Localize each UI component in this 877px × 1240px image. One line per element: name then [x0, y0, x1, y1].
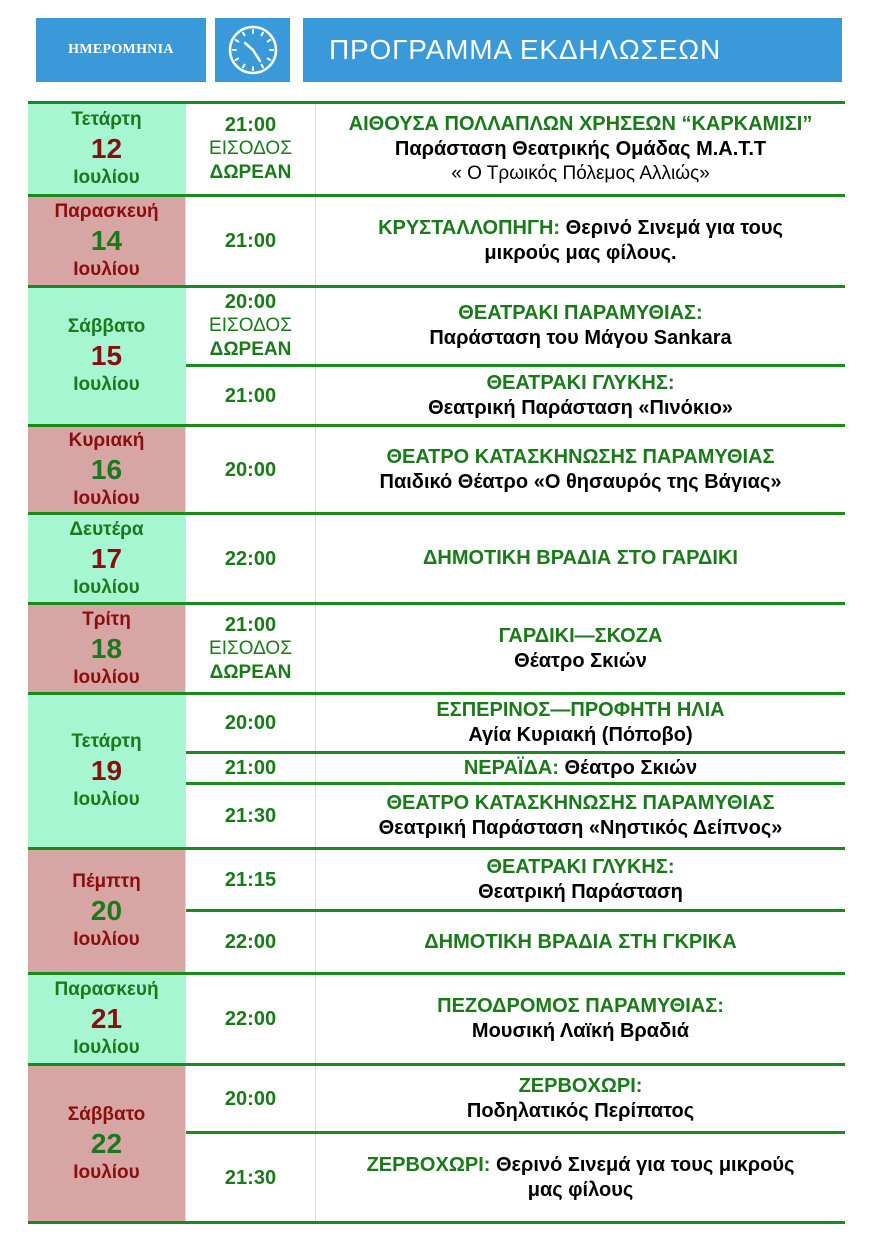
free-entry-line1: ΕΙΣΟΔΟΣ — [209, 637, 292, 659]
day-number: 12 — [90, 133, 123, 164]
event-row — [186, 782, 845, 847]
day-group — [28, 101, 845, 194]
event-cell — [316, 975, 845, 1063]
time-cell — [186, 912, 316, 972]
event-description: μικρούς μας φίλους. — [484, 242, 677, 264]
event-cell — [316, 104, 845, 194]
date-header-label: ΗΜΕΡΟΜΗΝΙΑ — [68, 42, 174, 57]
event-venue: ΔΗΜΟΤΙΚΗ ΒΡΑΔΙΑ ΣΤΗ ΓΚΡΙΚΑ — [424, 930, 737, 953]
event-time: 20:00 — [224, 1087, 277, 1110]
event-cell — [316, 1134, 845, 1221]
event-cell — [316, 515, 845, 602]
event-cell — [316, 288, 845, 364]
date-cell — [28, 104, 186, 194]
event-row — [186, 427, 845, 512]
event-inline-description: Θερινό Σινεμά για τους μικρούς — [495, 1153, 795, 1176]
day-name: Παρασκευή — [54, 201, 159, 222]
day-month: Ιουλίου — [73, 374, 140, 395]
event-inline-line — [378, 216, 783, 241]
day-group — [28, 602, 845, 692]
day-number: 20 — [90, 895, 123, 926]
time-cell — [186, 754, 316, 782]
event-venue: ΓΑΡΔΙΚΙ—ΣΚΟΖΑ — [498, 624, 663, 647]
event-venue: ΠΕΖΟΔΡΟΜΟΣ ΠΑΡΑΜΥΘΙΑΣ: — [437, 995, 724, 1017]
date-cell — [28, 515, 186, 602]
event-subtitle: « Ο Τρωικός Πόλεμος Αλλιώς» — [451, 163, 710, 184]
time-cell — [186, 850, 316, 909]
day-number: 21 — [90, 1003, 123, 1034]
day-month: Ιουλίου — [73, 259, 140, 280]
day-number: 15 — [90, 340, 123, 371]
event-time: 21:15 — [224, 868, 277, 891]
event-cell — [316, 427, 845, 512]
day-group — [28, 847, 845, 972]
event-inline-description: Θέατρο Σκιών — [564, 756, 698, 779]
time-cell — [186, 785, 316, 847]
event-description: Θεατρική Παράσταση «Νηστικός Δείπνος» — [378, 817, 783, 839]
event-cell — [316, 695, 845, 751]
event-time: 21:00 — [224, 114, 277, 136]
event-venue: ΘΕΑΤΡΟ ΚΑΤΑΣΚΗΝΩΣΗΣ ΠΑΡΑΜΥΘΙΑΣ — [386, 445, 775, 468]
event-venue: ΝΕΡΑΪΔΑ: — [463, 756, 559, 779]
event-description: Θέατρο Σκιών — [514, 649, 647, 672]
event-description: μας φίλους — [527, 1178, 634, 1201]
event-row — [186, 751, 845, 782]
event-description: Μουσική Λαϊκή Βραδιά — [471, 1020, 690, 1042]
free-entry-line1: ΕΙΣΟΔΟΣ — [209, 315, 292, 336]
day-name: Τετάρτη — [71, 731, 142, 752]
event-venue: ΖΕΡΒΟΧΩΡΙ: — [518, 1074, 643, 1097]
free-entry-line2: ΔΩΡΕΑΝ — [209, 661, 292, 683]
day-name: Σάββατο — [67, 1103, 146, 1125]
event-cell — [316, 605, 845, 692]
event-description: Θεατρική Παράσταση «Πινόκιο» — [428, 396, 733, 419]
day-month: Ιουλίου — [73, 576, 140, 598]
time-cell — [186, 427, 316, 512]
event-time: 21:00 — [224, 230, 277, 252]
day-group — [28, 194, 845, 285]
event-row — [186, 605, 845, 692]
event-time: 22:00 — [224, 1008, 277, 1030]
day-month: Ιουλίου — [73, 487, 140, 509]
event-time: 20:00 — [224, 712, 277, 734]
event-time: 20:00 — [224, 458, 277, 481]
time-cell — [186, 104, 316, 194]
date-cell — [28, 695, 186, 847]
event-time: 21:30 — [224, 805, 277, 827]
event-row — [186, 1066, 845, 1131]
day-number: 16 — [90, 453, 123, 485]
event-venue: ΘΕΑΤΡΑΚΙ ΠΑΡΑΜΥΘΙΑΣ: — [458, 302, 703, 324]
day-number: 22 — [90, 1127, 123, 1159]
event-time: 22:00 — [224, 547, 277, 570]
time-cell — [186, 975, 316, 1063]
event-cell — [316, 197, 845, 285]
day-name: Τρίτη — [82, 608, 131, 630]
event-inline-line — [464, 756, 697, 781]
day-name: Σάββατο — [67, 316, 146, 337]
date-cell — [28, 427, 186, 512]
day-name: Παρασκευή — [54, 979, 159, 1000]
date-cell — [28, 1066, 186, 1221]
event-time: 20:00 — [224, 291, 277, 313]
event-row — [186, 1131, 845, 1221]
event-row — [186, 695, 845, 751]
time-column-header — [215, 18, 290, 82]
day-month: Ιουλίου — [73, 789, 140, 810]
time-cell — [186, 1066, 316, 1131]
day-group — [28, 692, 845, 847]
day-number: 19 — [90, 755, 123, 786]
day-number: 14 — [90, 225, 123, 256]
free-entry-line2: ΔΩΡΕΑΝ — [209, 339, 292, 360]
time-cell — [186, 288, 316, 364]
event-cell — [316, 367, 845, 424]
event-cell — [316, 754, 845, 782]
event-row — [186, 197, 845, 285]
event-inline-description: Θερινό Σινεμά για τους — [565, 217, 783, 239]
page-title: ΠΡΟΓΡΑΜΜΑ ΕΚΔΗΛΩΣΕΩΝ — [329, 34, 721, 65]
day-name: Πέμπτη — [72, 871, 141, 892]
event-time: 22:00 — [224, 931, 277, 953]
event-row — [186, 288, 845, 364]
time-cell — [186, 1134, 316, 1221]
event-time: 21:00 — [224, 757, 277, 779]
date-cell — [28, 850, 186, 972]
free-entry-line2: ΔΩΡΕΑΝ — [209, 162, 292, 183]
event-cell — [316, 785, 845, 847]
event-venue: ΚΡΥΣΤΑΛΛΟΠΗΓΗ: — [378, 217, 561, 239]
event-time: 21:00 — [224, 384, 277, 407]
day-month: Ιουλίου — [73, 929, 140, 950]
event-row — [186, 850, 845, 909]
events-schedule — [28, 101, 845, 1224]
date-cell — [28, 288, 186, 424]
clock-icon — [226, 23, 280, 77]
day-group — [28, 1063, 845, 1224]
event-inline-line — [367, 1153, 795, 1178]
date-cell — [28, 975, 186, 1063]
event-column-header — [303, 18, 842, 82]
event-venue: ΑΙΘΟΥΣΑ ΠΟΛΛΑΠΛΩΝ ΧΡΗΣΕΩΝ “ΚΑΡΚΑΜΙΣΙ” — [348, 113, 813, 135]
event-venue: ΕΣΠΕΡΙΝΟΣ—ΠΡΟΦΗΤΗ ΗΛΙΑ — [436, 699, 725, 721]
event-description: Παιδικό Θέατρο «Ο θησαυρός της Βάγιας» — [379, 470, 782, 493]
event-cell — [316, 912, 845, 972]
time-cell — [186, 197, 316, 285]
day-month: Ιουλίου — [73, 666, 140, 688]
day-group — [28, 512, 845, 602]
time-cell — [186, 515, 316, 602]
event-time: 21:30 — [224, 1166, 277, 1189]
event-row — [186, 975, 845, 1063]
event-description: Θεατρική Παράσταση — [478, 880, 683, 903]
day-month: Ιουλίου — [73, 167, 140, 188]
event-row — [186, 364, 845, 424]
event-time: 21:00 — [224, 613, 277, 636]
day-group — [28, 424, 845, 512]
event-venue: ΘΕΑΤΡΑΚΙ ΓΛΥΚΗΣ: — [486, 855, 675, 878]
day-name: Τετάρτη — [71, 109, 142, 130]
event-venue: ΘΕΑΤΡΟ ΚΑΤΑΣΚΗΝΩΣΗΣ ΠΑΡΑΜΥΘΙΑΣ — [386, 792, 775, 814]
event-venue: ΘΕΑΤΡΑΚΙ ΓΛΥΚΗΣ: — [486, 371, 675, 394]
free-entry-line1: ΕΙΣΟΔΟΣ — [209, 138, 292, 159]
time-cell — [186, 695, 316, 751]
day-number: 17 — [90, 542, 123, 574]
time-cell — [186, 367, 316, 424]
day-month: Ιουλίου — [73, 1037, 140, 1058]
day-group — [28, 972, 845, 1063]
date-cell — [28, 197, 186, 285]
event-cell — [316, 1066, 845, 1131]
event-description: Παράσταση Θεατρικής Ομάδας Μ.Α.Τ.Τ — [394, 138, 767, 160]
event-cell — [316, 850, 845, 909]
date-column-header — [36, 18, 206, 82]
event-row — [186, 104, 845, 194]
event-venue: ΖΕΡΒΟΧΩΡΙ: — [366, 1153, 491, 1176]
day-number: 18 — [90, 632, 123, 664]
event-venue: ΔΗΜΟΤΙΚΗ ΒΡΑΔΙΑ ΣΤΟ ΓΑΡΔΙΚΙ — [423, 547, 738, 569]
event-description: Παράσταση του Μάγου Sankara — [429, 327, 732, 349]
time-cell — [186, 605, 316, 692]
event-description: Αγία Κυριακή (Πόποβο) — [468, 724, 693, 746]
event-row — [186, 909, 845, 972]
day-month: Ιουλίου — [73, 1161, 140, 1183]
event-description: Ποδηλατικός Περίπατος — [466, 1099, 695, 1122]
date-cell — [28, 605, 186, 692]
event-row — [186, 515, 845, 602]
day-name: Δευτέρα — [69, 518, 144, 540]
day-group — [28, 285, 845, 424]
day-name: Κυριακή — [68, 429, 145, 451]
